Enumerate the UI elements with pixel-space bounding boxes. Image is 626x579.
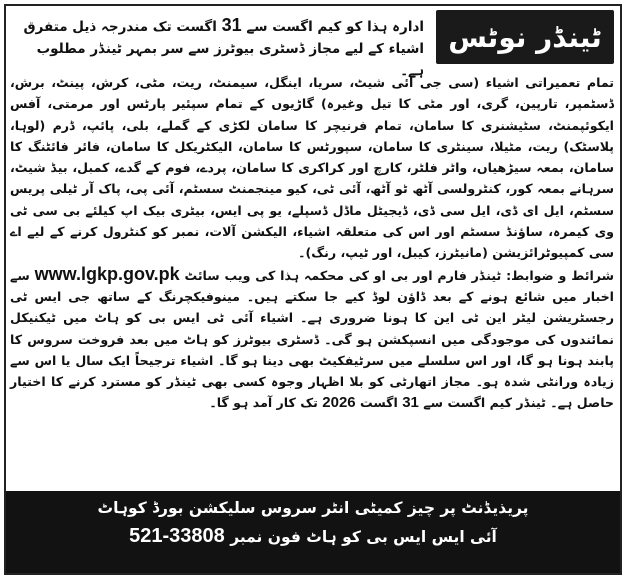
intro-part1: ادارہ ہذا کو کیم اگست سے bbox=[246, 19, 424, 35]
intro-date-number: 31 bbox=[221, 15, 242, 35]
notice-header bbox=[10, 10, 614, 79]
items-paragraph: تمام تعمیراتی اشیاء (سی جی آئی شیٹ، سریا، اینگل، سیمنٹ، ریت، مٹی، کرش، پینٹ، برش، ڈسٹمپر، تارپین، گری، اور مٹی کا تیل وغیرہ) گاڑیوں کے تمام سپئیر پارٹس اور مرمتی، آفس ایکوئپمنٹ، سٹیشنری کا سامان، تمام فرنیچر کا سامان لکڑی کے گملے، بلی، پائپ، ڈرم (لوہا، پلاسٹک) ریت، مٹیلا، سینٹری کا سامان، سپورٹس کا سامان، الیکٹریکل کا سامان، فائر فائٹنگ کا سامان، بمعہ سیڑھیاں، واٹر فلٹر، کارچ اور کراکری کا سامان، پردے، فوم کے گدے، کمبل، بیڈ شیٹ، سرہانے بمعہ کور، کنٹرولسی آٹھ ٹو آٹھ، آئی ٹی، کیو مینجمنٹ سسٹم، آئی پی، پاک آر ٹیلی پریس سسٹم، ایل ای ڈی، ایل سی ڈی، ڈیجیٹل ماڈل ڈسپلے، یو پی ایس، بیٹری بیک اپ کیلئے بی سی ٹی وی کیمرہ، ساؤنڈ سسٹم اور اس کی متعلقہ اشیاء، الیکشن آلات، نمبر کو کنٹرول کرنے کے لیے اے سی کمپیوٹرائزیشن (مانیٹرز، کیبل، اور ٹیپ، رنگ)۔ bbox=[10, 75, 614, 261]
terms-part-b: سے اخبار میں شائع ہونے کے بعد ڈاؤن لوڈ کیے جا سکتے ہیں۔ مینوفیکچرنگ کے ساتھ جی ایس ٹی رجسٹریشن لیٹر این ٹی این کا ہونا ضروری ہے۔ اشیاء آئی ٹی ایس بی کو ہاٹ میں ٹیکنیکل نمائندوں کی موجودگی میں انسپکشن ہو گی۔ ڈسٹری بیوٹرز کو ہاٹ میں بعد فروخت سروس کا پابند ہونا ہو گا، اور اس سلسلے میں سرٹیفکیٹ بھی دینا ہو گا۔ اشیاء ترجیحاً ایک سال یا اس سے زیادہ ورانٹی شدہ ہو۔ مجاز اتھارٹی کو بلا اظہار وجوہ کسی بھی ٹینڈر کو مسترد کرنے کا اختیار حاصل ہے۔ ٹینڈر کیم اگست سے bbox=[10, 267, 614, 411]
footer-phone-label: آئی ایس ایس بی کو ہاٹ فون نمبر bbox=[230, 528, 497, 546]
intro-part2: اگست تک مندرجہ ذیل متفرق اشیاء کے لیے مجاز ڈسٹری بیوٹرز سے سر بمہر ٹینڈر مطلوب ہے۔ bbox=[23, 19, 424, 79]
terms-part-a: شرائط و ضوابط: ٹینڈر فارم اور بی او کی محکمہ ہذا کی ویب سائٹ bbox=[184, 267, 614, 283]
notice-footer bbox=[6, 491, 620, 573]
notice-body bbox=[10, 72, 614, 414]
footer-phone-number: 521-33808 bbox=[129, 525, 225, 547]
website-link[interactable]: www.lgkp.gov.pk bbox=[34, 263, 180, 284]
terms-paragraph bbox=[10, 264, 614, 414]
deadline-year: 2026 bbox=[322, 394, 356, 412]
footer-issuer: پریذیڈنٹ پر چیز کمیٹی انٹر سروس سلیکشن بورڈ کوہاٹ bbox=[97, 499, 529, 517]
terms-part-d: تک کار آمد ہو گا۔ bbox=[209, 395, 318, 411]
notice-title: ٹینڈر نوٹس bbox=[436, 10, 614, 64]
terms-part-c: اگست bbox=[360, 395, 398, 411]
deadline-day: 31 bbox=[402, 394, 419, 412]
footer-contact bbox=[6, 525, 620, 548]
